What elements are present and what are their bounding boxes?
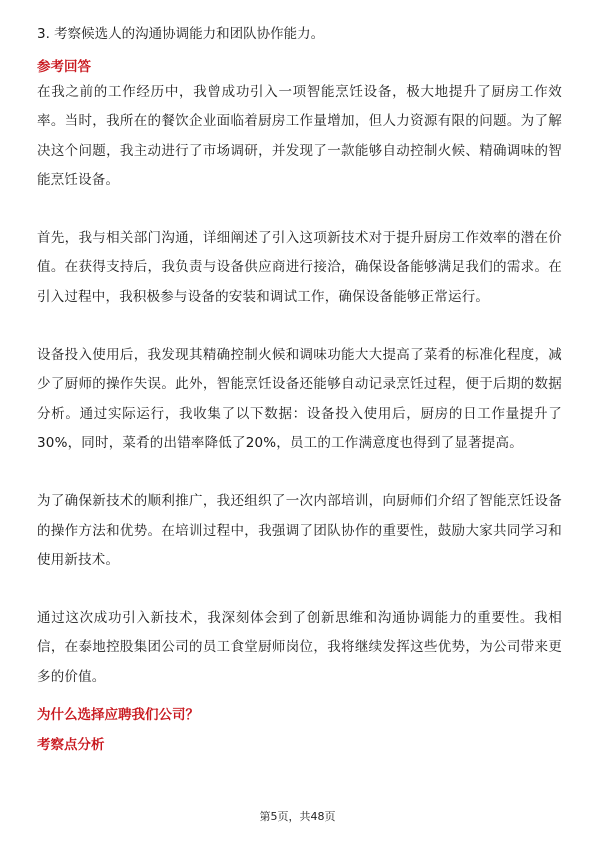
next-question-title: 为什么选择应聘我们公司？ [37,707,199,724]
paragraph-spacer [37,575,562,604]
answer-paragraph-1: 在我之前的工作经历中，我曾成功引入一项智能烹饪设备，极大地提升了厨房工作效率。当时，我所在的餐饮企业面临着厨房工作量增加，但人力资源有限的问题。为了解决这个问题，我主动进行了市场调研，并发现了一款能够自动控制火候、精确调味的智能烹饪设备。 [37,84,562,188]
paragraph-spacer [37,458,562,487]
answer-heading: 参考回答 [37,59,91,75]
answer-paragraph-2: 首先，我与相关部门沟通，详细阐述了引入这项新技术对于提升厨房工作效率的潜在价值。在获得支持后，我负责与设备供应商进行接洽，确保设备能够满足我们的需求。在引入过程中，我积极参与设备的安装和调试工作，确保设备能够正常运行。 [37,230,562,305]
page-number: 第5页，共48页 [259,810,336,823]
analysis-heading: 考察点分析 [37,737,105,754]
paragraph-spacer [37,312,562,341]
question-title: 3. 考察候选人的沟通协调能力和团队协作能力。 [37,26,325,42]
document-page [37,22,562,760]
answer-paragraph-3: 设备投入使用后，我发现其精确控制火候和调味功能大大提高了菜肴的标准化程度，减少了厨师的操作失误。此外，智能烹饪设备还能够自动记录烹饪过程，便于后期的数据分析。通过实际运行，我收集了以下数据：设备投入使用后，厨房的日工作量提升了30%，同时，菜肴的出错率降低了20%，员工的工作满意度也得到了显著提高。 [37,347,562,451]
answer-paragraph-4: 为了确保新技术的顺利推广，我还组织了一次内部培训，向厨师们介绍了智能烹饪设备的操作方法和优势。在培训过程中，我强调了团队协作的重要性，鼓励大家共同学习和使用新技术。 [37,493,562,568]
paragraph-spacer [37,195,562,224]
section-spacer [37,692,562,700]
answer-paragraph-5: 通过这次成功引入新技术，我深刻体会到了创新思维和沟通协调能力的重要性。我相信，在泰地控股集团公司的员工食堂厨师岗位，我将继续发挥这些优势，为公司带来更多的价值。 [37,610,562,685]
